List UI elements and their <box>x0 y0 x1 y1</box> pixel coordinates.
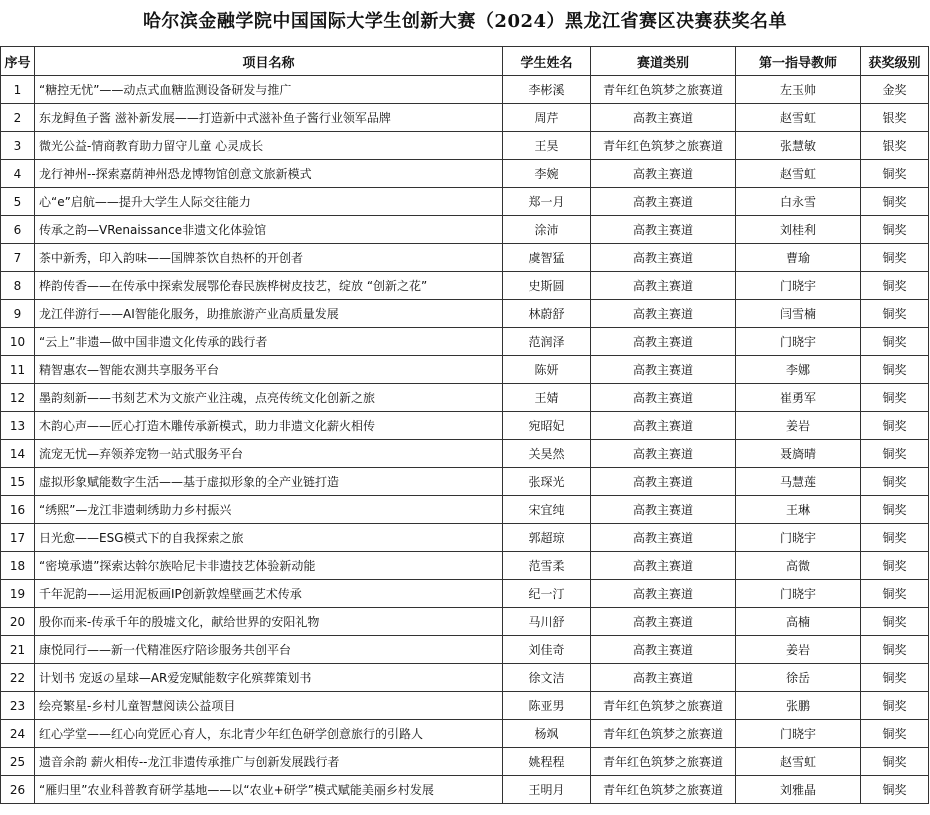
cell-project: 康悦同行——新一代精准医疗陪诊服务共创平台 <box>35 636 503 664</box>
cell-award: 铜奖 <box>861 664 929 692</box>
table-row <box>1 412 929 440</box>
cell-no: 18 <box>1 552 35 580</box>
cell-track: 高教主赛道 <box>591 328 736 356</box>
cell-student: 刘佳奇 <box>503 636 591 664</box>
cell-project: 东龙鲟鱼子酱 滋补新发展——打造新中式滋补鱼子酱行业领军品牌 <box>35 104 503 132</box>
cell-project: 桦韵传香——在传承中探索发展鄂伦春民族桦树皮技艺，绽放 “创新之花” <box>35 272 503 300</box>
cell-no: 26 <box>1 776 35 804</box>
cell-award: 铜奖 <box>861 244 929 272</box>
cell-no: 14 <box>1 440 35 468</box>
cell-award: 铜奖 <box>861 328 929 356</box>
cell-track: 高教主赛道 <box>591 580 736 608</box>
cell-track: 高教主赛道 <box>591 300 736 328</box>
cell-no: 19 <box>1 580 35 608</box>
cell-award: 铜奖 <box>861 188 929 216</box>
header-award: 获奖级别 <box>861 47 929 76</box>
cell-no: 10 <box>1 328 35 356</box>
table-row <box>1 552 929 580</box>
cell-project: 计划书 宠返の星球—AR爱宠赋能数字化殡葬策划书 <box>35 664 503 692</box>
cell-award: 铜奖 <box>861 776 929 804</box>
table-row <box>1 524 929 552</box>
table-row <box>1 356 929 384</box>
cell-teacher: 张慧敏 <box>736 132 861 160</box>
table-row <box>1 636 929 664</box>
cell-student: 宋宜纯 <box>503 496 591 524</box>
cell-student: 宛昭妃 <box>503 412 591 440</box>
table-row <box>1 132 929 160</box>
cell-track: 高教主赛道 <box>591 104 736 132</box>
header-project: 项目名称 <box>35 47 503 76</box>
cell-award: 铜奖 <box>861 692 929 720</box>
header-student: 学生姓名 <box>503 47 591 76</box>
cell-project: 心“e”启航——提升大学生人际交往能力 <box>35 188 503 216</box>
cell-track: 青年红色筑梦之旅赛道 <box>591 76 736 104</box>
cell-teacher: 姜岩 <box>736 412 861 440</box>
cell-student: 关昊然 <box>503 440 591 468</box>
cell-project: 遗音余韵 薪火相传--龙江非遗传承推广与创新发展践行者 <box>35 748 503 776</box>
cell-student: 郭超琼 <box>503 524 591 552</box>
cell-award: 铜奖 <box>861 160 929 188</box>
cell-no: 12 <box>1 384 35 412</box>
table-row <box>1 244 929 272</box>
cell-student: 王昊 <box>503 132 591 160</box>
cell-student: 王婧 <box>503 384 591 412</box>
cell-teacher: 闫雪楠 <box>736 300 861 328</box>
table-row <box>1 720 929 748</box>
cell-teacher: 门晓宇 <box>736 328 861 356</box>
cell-no: 15 <box>1 468 35 496</box>
cell-project: 微光公益-情商教育助力留守儿童 心灵成长 <box>35 132 503 160</box>
cell-student: 陈亚男 <box>503 692 591 720</box>
cell-student: 姚程程 <box>503 748 591 776</box>
cell-project: 流宠无忧—弃领养宠物一站式服务平台 <box>35 440 503 468</box>
cell-project: “糖控无忧”——动点式血糖监测设备研发与推广 <box>35 76 503 104</box>
cell-track: 高教主赛道 <box>591 356 736 384</box>
cell-teacher: 聂旖晴 <box>736 440 861 468</box>
cell-teacher: 赵雪虹 <box>736 160 861 188</box>
cell-no: 24 <box>1 720 35 748</box>
cell-teacher: 门晓宇 <box>736 580 861 608</box>
table-row <box>1 468 929 496</box>
cell-award: 铜奖 <box>861 608 929 636</box>
cell-no: 20 <box>1 608 35 636</box>
table-row <box>1 216 929 244</box>
cell-track: 高教主赛道 <box>591 272 736 300</box>
cell-award: 铜奖 <box>861 748 929 776</box>
cell-project: 殷你而来-传承千年的殷墟文化，献给世界的安阳礼物 <box>35 608 503 636</box>
cell-teacher: 门晓宇 <box>736 272 861 300</box>
cell-teacher: 王琳 <box>736 496 861 524</box>
table-row <box>1 580 929 608</box>
cell-no: 8 <box>1 272 35 300</box>
cell-project: 墨韵刻新——书刻艺术为文旅产业注魂，点亮传统文化创新之旅 <box>35 384 503 412</box>
cell-student: 王明月 <box>503 776 591 804</box>
cell-award: 铜奖 <box>861 216 929 244</box>
cell-teacher: 赵雪虹 <box>736 104 861 132</box>
table-row <box>1 608 929 636</box>
table-row <box>1 748 929 776</box>
cell-award: 铜奖 <box>861 524 929 552</box>
cell-no: 21 <box>1 636 35 664</box>
cell-track: 高教主赛道 <box>591 664 736 692</box>
cell-award: 铜奖 <box>861 272 929 300</box>
cell-student: 杨飒 <box>503 720 591 748</box>
cell-track: 高教主赛道 <box>591 160 736 188</box>
cell-no: 5 <box>1 188 35 216</box>
cell-award: 铜奖 <box>861 636 929 664</box>
cell-student: 郑一月 <box>503 188 591 216</box>
cell-student: 林蔚舒 <box>503 300 591 328</box>
cell-project: 龙行神州--探索嘉荫神州恐龙博物馆创意文旅新模式 <box>35 160 503 188</box>
cell-teacher: 马慧莲 <box>736 468 861 496</box>
cell-award: 铜奖 <box>861 384 929 412</box>
cell-track: 高教主赛道 <box>591 468 736 496</box>
cell-teacher: 门晓宇 <box>736 720 861 748</box>
header-no: 序号 <box>1 47 35 76</box>
cell-teacher: 李娜 <box>736 356 861 384</box>
table-row <box>1 496 929 524</box>
table-row <box>1 76 929 104</box>
cell-project: 茶中新秀，印入韵味——国牌茶饮自热杯的开创者 <box>35 244 503 272</box>
cell-student: 李婉 <box>503 160 591 188</box>
cell-track: 高教主赛道 <box>591 608 736 636</box>
cell-no: 23 <box>1 692 35 720</box>
table-row <box>1 328 929 356</box>
table-row <box>1 384 929 412</box>
cell-project: 虚拟形象赋能数字生活——基于虚拟形象的全产业链打造 <box>35 468 503 496</box>
cell-project: 龙江伴游行——AI智能化服务，助推旅游产业高质量发展 <box>35 300 503 328</box>
cell-award: 铜奖 <box>861 356 929 384</box>
cell-student: 纪一汀 <box>503 580 591 608</box>
cell-project: 木韵心声——匠心打造木雕传承新模式，助力非遗文化薪火相传 <box>35 412 503 440</box>
cell-track: 青年红色筑梦之旅赛道 <box>591 720 736 748</box>
cell-track: 高教主赛道 <box>591 552 736 580</box>
cell-student: 马川舒 <box>503 608 591 636</box>
cell-project: 传承之韵—VRenaissance非遗文化体验馆 <box>35 216 503 244</box>
cell-award: 银奖 <box>861 132 929 160</box>
cell-project: 红心学堂——红心向党匠心育人，东北青少年红色研学创意旅行的引路人 <box>35 720 503 748</box>
cell-no: 25 <box>1 748 35 776</box>
cell-project: “绣熙”—龙江非遗刺绣助力乡村振兴 <box>35 496 503 524</box>
cell-teacher: 左玉帅 <box>736 76 861 104</box>
cell-award: 铜奖 <box>861 300 929 328</box>
cell-track: 高教主赛道 <box>591 412 736 440</box>
cell-award: 铜奖 <box>861 440 929 468</box>
cell-project: 精智惠农—智能农测共享服务平台 <box>35 356 503 384</box>
cell-award: 铜奖 <box>861 720 929 748</box>
cell-student: 涂沛 <box>503 216 591 244</box>
header-teacher: 第一指导教师 <box>736 47 861 76</box>
award-table <box>0 46 929 804</box>
cell-award: 铜奖 <box>861 496 929 524</box>
cell-project: “云上”非遗—做中国非遗文化传承的践行者 <box>35 328 503 356</box>
cell-track: 青年红色筑梦之旅赛道 <box>591 132 736 160</box>
cell-no: 16 <box>1 496 35 524</box>
cell-student: 徐文洁 <box>503 664 591 692</box>
table-row <box>1 776 929 804</box>
cell-no: 22 <box>1 664 35 692</box>
table-body <box>1 76 929 804</box>
cell-teacher: 徐岳 <box>736 664 861 692</box>
cell-student: 范润泽 <box>503 328 591 356</box>
cell-award: 铜奖 <box>861 580 929 608</box>
cell-track: 青年红色筑梦之旅赛道 <box>591 748 736 776</box>
cell-teacher: 姜岩 <box>736 636 861 664</box>
cell-teacher: 门晓宇 <box>736 524 861 552</box>
cell-teacher: 刘雅晶 <box>736 776 861 804</box>
cell-no: 6 <box>1 216 35 244</box>
cell-award: 铜奖 <box>861 552 929 580</box>
table-row <box>1 272 929 300</box>
cell-track: 高教主赛道 <box>591 524 736 552</box>
cell-project: “密境承遗”探索达斡尔族哈尼卡非遗技艺体验新动能 <box>35 552 503 580</box>
cell-student: 范雪柔 <box>503 552 591 580</box>
cell-no: 4 <box>1 160 35 188</box>
cell-no: 7 <box>1 244 35 272</box>
cell-project: 千年泥韵——运用泥板画IP创新敦煌壁画艺术传承 <box>35 580 503 608</box>
cell-no: 9 <box>1 300 35 328</box>
cell-track: 高教主赛道 <box>591 216 736 244</box>
cell-track: 青年红色筑梦之旅赛道 <box>591 692 736 720</box>
table-row <box>1 188 929 216</box>
table-header-row <box>1 47 929 76</box>
cell-track: 高教主赛道 <box>591 636 736 664</box>
cell-track: 高教主赛道 <box>591 188 736 216</box>
cell-track: 高教主赛道 <box>591 244 736 272</box>
cell-track: 青年红色筑梦之旅赛道 <box>591 776 736 804</box>
cell-teacher: 白永雪 <box>736 188 861 216</box>
cell-teacher: 赵雪虹 <box>736 748 861 776</box>
cell-award: 铜奖 <box>861 468 929 496</box>
cell-award: 银奖 <box>861 104 929 132</box>
cell-award: 铜奖 <box>861 412 929 440</box>
cell-no: 1 <box>1 76 35 104</box>
cell-project: 绘亮繁星-乡村儿童智慧阅读公益项目 <box>35 692 503 720</box>
cell-teacher: 高楠 <box>736 608 861 636</box>
cell-track: 高教主赛道 <box>591 384 736 412</box>
cell-student: 陈妍 <box>503 356 591 384</box>
document-title: 哈尔滨金融学院中国国际大学生创新大赛（2024）黑龙江省赛区决赛获奖名单 <box>142 11 788 32</box>
cell-teacher: 高微 <box>736 552 861 580</box>
cell-student: 李彬溪 <box>503 76 591 104</box>
cell-student: 周芹 <box>503 104 591 132</box>
cell-no: 3 <box>1 132 35 160</box>
cell-student: 张琛光 <box>503 468 591 496</box>
cell-track: 高教主赛道 <box>591 440 736 468</box>
table-row <box>1 440 929 468</box>
table-row <box>1 300 929 328</box>
table-row <box>1 692 929 720</box>
cell-student: 虞智猛 <box>503 244 591 272</box>
cell-teacher: 曹瑜 <box>736 244 861 272</box>
cell-project: 日光愈——ESG模式下的自我探索之旅 <box>35 524 503 552</box>
table-row <box>1 104 929 132</box>
cell-no: 17 <box>1 524 35 552</box>
cell-track: 高教主赛道 <box>591 496 736 524</box>
cell-teacher: 张鹏 <box>736 692 861 720</box>
cell-no: 2 <box>1 104 35 132</box>
cell-teacher: 崔勇军 <box>736 384 861 412</box>
cell-teacher: 刘桂利 <box>736 216 861 244</box>
cell-no: 13 <box>1 412 35 440</box>
cell-project: “雁归里”农业科普教育研学基地——以“农业+研学”模式赋能美丽乡村发展 <box>35 776 503 804</box>
table-row <box>1 160 929 188</box>
cell-award: 金奖 <box>861 76 929 104</box>
cell-no: 11 <box>1 356 35 384</box>
table-row <box>1 664 929 692</box>
cell-student: 史斯圆 <box>503 272 591 300</box>
header-track: 赛道类别 <box>591 47 736 76</box>
